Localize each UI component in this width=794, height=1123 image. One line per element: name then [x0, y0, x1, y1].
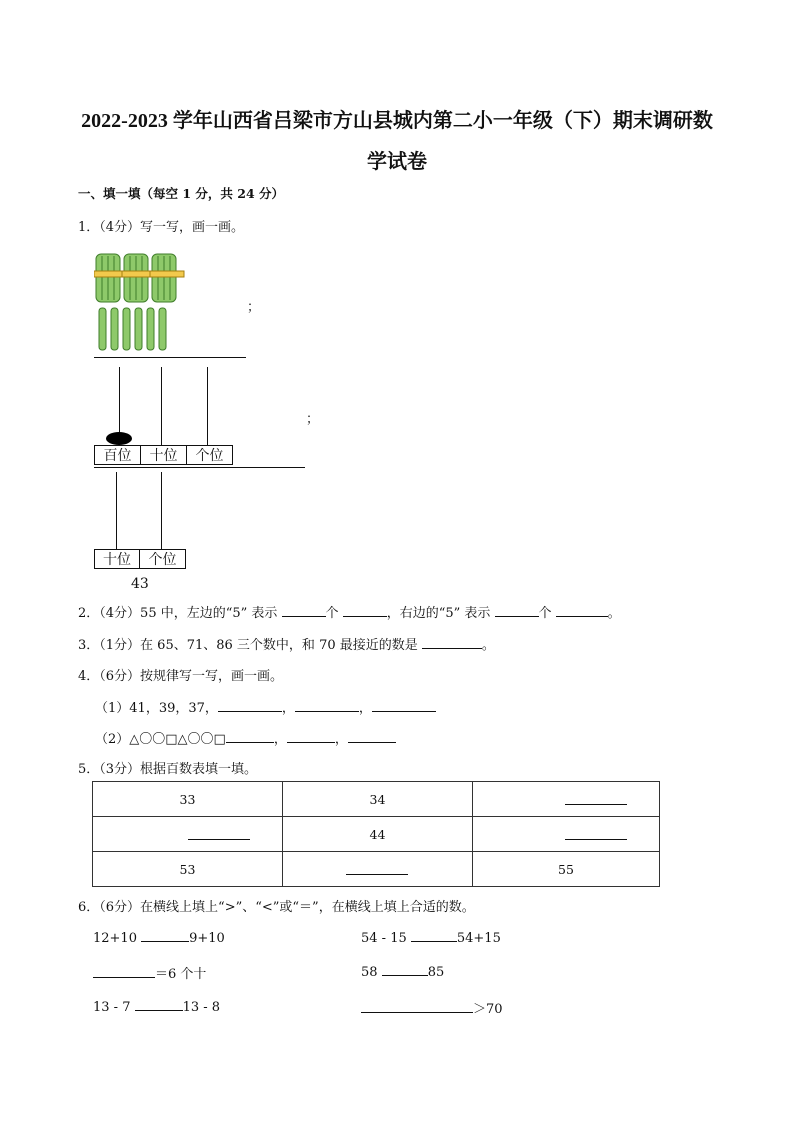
table-cell-blank[interactable]	[93, 817, 283, 852]
compare-item: 58 85	[361, 965, 445, 980]
bundle-of-ten-icon	[94, 254, 124, 302]
answer-blank[interactable]	[556, 604, 608, 617]
sticks-bundles-image	[94, 250, 186, 356]
answer-blank[interactable]	[361, 1000, 473, 1013]
answer-blank[interactable]	[295, 699, 359, 712]
table-cell: 34	[283, 782, 473, 817]
answer-line[interactable]	[94, 357, 246, 358]
answer-blank[interactable]	[382, 963, 428, 976]
place-label: 个位	[140, 549, 186, 569]
bundle-of-ten-icon	[150, 254, 184, 302]
place-label: 十位	[94, 549, 140, 569]
answer-blank[interactable]	[343, 604, 387, 617]
answer-blank[interactable]	[565, 804, 627, 805]
question-4-text: 4．（6分）按规律写一写，画一画。	[78, 669, 284, 684]
question-4-part-2: （2）△〇〇□△〇〇□ ， ，	[95, 728, 396, 747]
answer-blank[interactable]	[372, 699, 436, 712]
answer-blank[interactable]	[565, 839, 627, 840]
compare-item: ＝6 个十	[93, 963, 206, 982]
table-cell: 44	[283, 817, 473, 852]
answer-blank[interactable]	[282, 604, 326, 617]
question-5-text: 5．（3分）根据百数表填一填。	[78, 762, 258, 777]
table-row	[93, 852, 660, 887]
question-6-text: 6．（6分）在横线上填上“>”、“<”或“＝”，在横线上填上合适的数。	[78, 900, 475, 915]
answer-blank[interactable]	[287, 730, 335, 743]
compare-item: 13 - 7 13 - 8	[93, 1000, 221, 1015]
single-sticks-icon	[99, 308, 166, 350]
section-heading: 一、填一填（每空 1 分，共 24 分）	[78, 186, 285, 201]
place-label: 百位	[94, 445, 141, 465]
table-cell: 53	[93, 852, 283, 887]
answer-blank[interactable]	[93, 965, 155, 978]
table-cell-blank[interactable]	[473, 817, 660, 852]
bundle-of-ten-icon	[122, 254, 152, 302]
table-cell: 33	[93, 782, 283, 817]
bead-icon	[106, 432, 132, 445]
table-row	[93, 782, 660, 817]
abacus-number: 43	[131, 576, 149, 592]
table-cell: 55	[473, 852, 660, 887]
compare-item: 12+10 9+10	[93, 931, 225, 946]
place-label: 十位	[141, 445, 187, 465]
answer-blank[interactable]	[218, 699, 282, 712]
semicolon: ；	[247, 300, 261, 315]
answer-line[interactable]	[94, 467, 305, 468]
place-label: 个位	[187, 445, 233, 465]
table-row	[93, 817, 660, 852]
question-3-text: 3．（1分）在 65、71、86 三个数中，和 70 最接近的数是 。	[78, 638, 495, 653]
answer-blank[interactable]	[422, 636, 482, 649]
hundred-chart-table	[92, 781, 660, 887]
table-cell-blank[interactable]	[283, 852, 473, 887]
answer-blank[interactable]	[141, 929, 189, 942]
question-2-text: 2．（4分）55 中，左边的“5” 表示 个 ，右边的“5” 表示 个 。	[78, 606, 621, 621]
answer-blank[interactable]	[348, 730, 396, 743]
compare-item: 54 - 15 54+15	[361, 931, 501, 946]
page-title-continued: 学试卷	[367, 151, 427, 173]
answer-blank[interactable]	[495, 604, 539, 617]
answer-blank[interactable]	[226, 730, 274, 743]
answer-blank[interactable]	[188, 839, 250, 840]
semicolon: ；	[306, 412, 320, 427]
answer-blank[interactable]	[346, 874, 408, 875]
answer-blank[interactable]	[135, 998, 183, 1011]
compare-item: ＞70	[361, 998, 503, 1017]
question-4-part-1: （1）41，39，37， ， ，	[95, 697, 436, 716]
question-1-text: 1．（4分）写一写，画一画。	[78, 220, 245, 235]
answer-blank[interactable]	[411, 929, 457, 942]
table-cell-blank[interactable]	[473, 782, 660, 817]
page-title: 2022-2023 学年山西省吕梁市方山县城内第二小一年级（下）期末调研数	[81, 110, 713, 132]
